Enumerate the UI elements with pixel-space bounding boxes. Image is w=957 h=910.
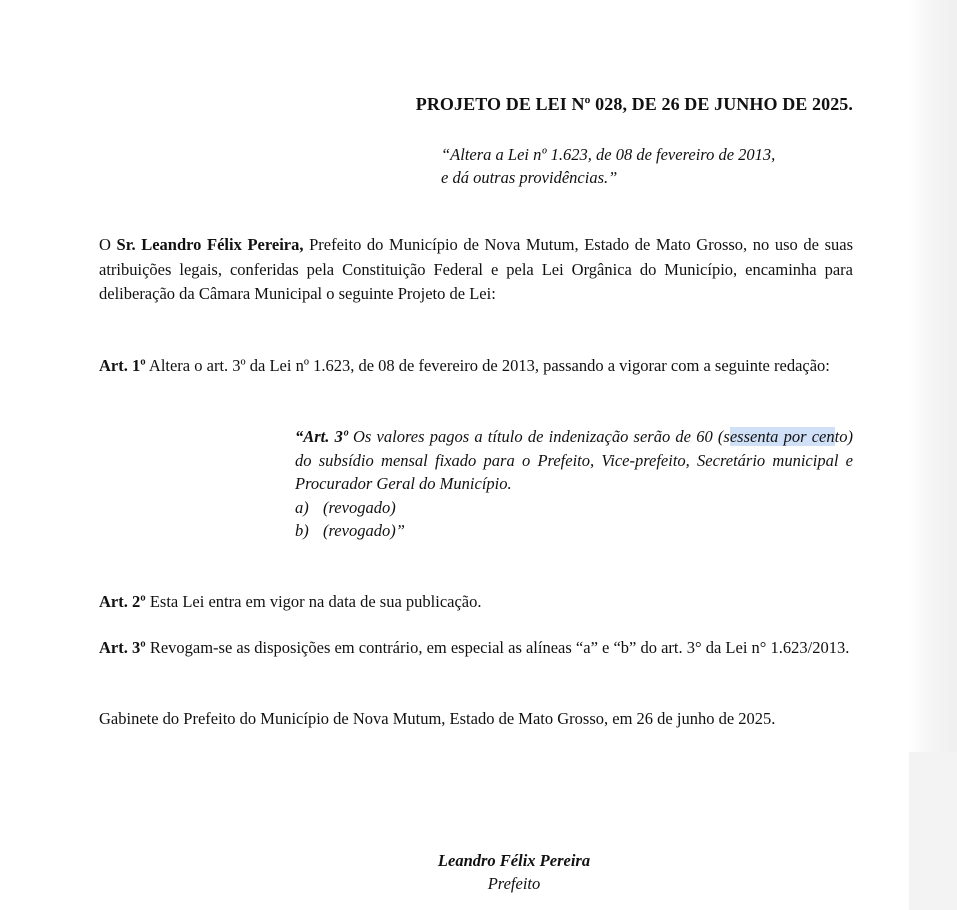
item-a-label: a) [295, 497, 309, 517]
article-3 [99, 636, 853, 661]
text-selection-highlight[interactable]: essenta por cen [729, 427, 835, 446]
quote-item-a [295, 496, 853, 520]
document-title: PROJETO DE LEI Nº 028, DE 26 DE JUNHO DE 2025. [415, 94, 853, 114]
article-1-text: Altera o art. 3º da Lei nº 1.623, de 08 de fevereiro de 2013, passando a vigorar com a seguinte redação: [145, 356, 830, 375]
quote-body [295, 425, 853, 496]
item-a-text: (revogado) [323, 497, 396, 517]
ementa [441, 143, 861, 189]
signature-block [99, 849, 853, 895]
article-1 [99, 354, 853, 379]
intro-text: Prefeito do Município de Nova Mutum, Estado de Mato Grosso, no uso de suas atribuições legais, conferidas pela Constituição Federal e pela Lei Orgânica do Município, encaminha para deliberação da Câmara Municipal o seguinte Projeto de Lei: [99, 235, 853, 303]
ementa-line-1: “Altera a Lei nº 1.623, de 08 de fevereiro de 2013, [441, 145, 776, 164]
article-3-label: Art. 3º [99, 638, 146, 657]
intro-lead: O [99, 235, 117, 254]
signature-role: Prefeito [487, 874, 541, 893]
signature-name: Leandro Félix Pereira [437, 851, 591, 870]
item-b-label: b) [295, 521, 309, 540]
closing-paragraph: Gabinete do Prefeito do Município de Nova Mutum, Estado de Mato Grosso, em 26 de junho de 2025. [99, 709, 776, 728]
article-3-text: Revogam-se as disposições em contrário, em especial as alíneas “a” e “b” do art. 3° da Lei n° 1.623/2013. [145, 638, 850, 657]
quote-item-b [295, 519, 853, 543]
mayor-name: Sr. Leandro Félix Pereira, [116, 235, 304, 254]
ementa-line-2: e dá outras providências.” [441, 168, 618, 187]
article-2 [99, 590, 853, 615]
page-edge-shadow-lower [909, 752, 957, 910]
intro-paragraph [99, 233, 853, 307]
article-2-label: Art. 2º [99, 592, 146, 611]
quote-label: “Art. 3º [295, 427, 348, 446]
item-b-text: (revogado)” [323, 521, 405, 540]
article-2-text: Esta Lei entra em vigor na data de sua publicação. [145, 592, 482, 611]
amended-article-quote [295, 425, 853, 543]
quote-text-before: Os valores pagos a título de indenização serão de 60 (s [347, 427, 730, 446]
page-edge-shadow [909, 0, 957, 910]
article-1-label: Art. 1º [99, 356, 146, 375]
quote-text-after: to) do subsídio mensal fixado para o Prefeito, Vice-prefeito, Secretário municipal e Procurador Geral do Município. [295, 427, 853, 493]
